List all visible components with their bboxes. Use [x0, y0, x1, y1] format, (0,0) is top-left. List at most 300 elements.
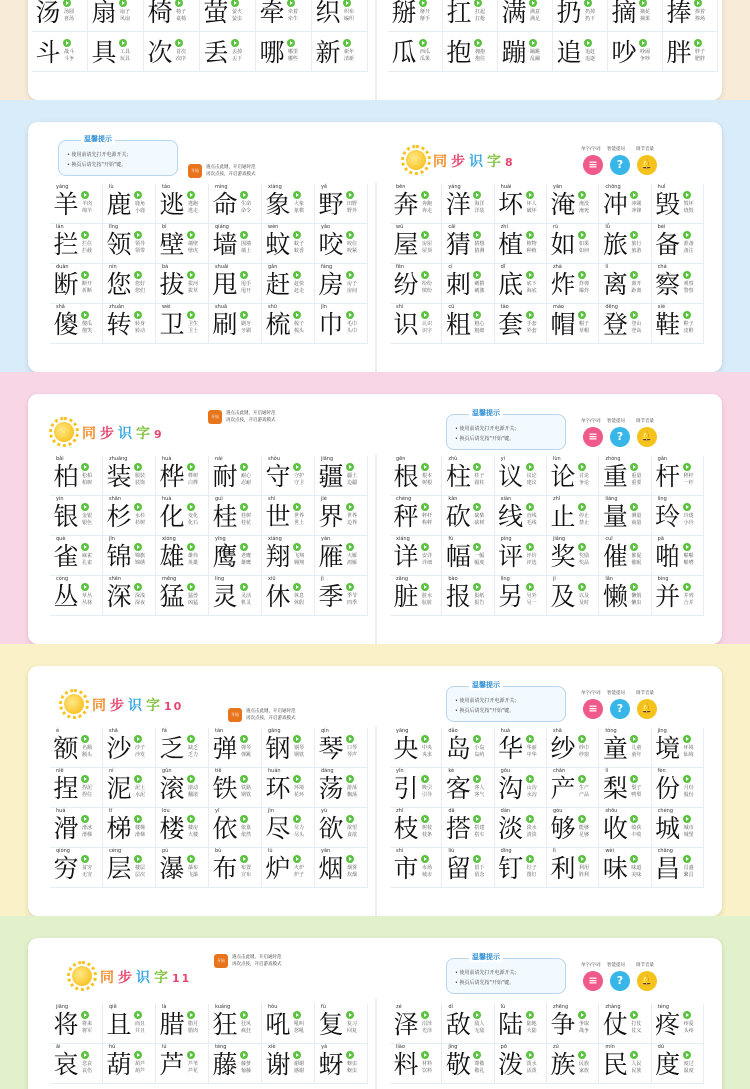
char-cell[interactable] — [442, 576, 494, 616]
hanzi-char[interactable]: 够 — [550, 814, 576, 843]
example-word[interactable]: 屋顶 — [422, 248, 433, 254]
example-word[interactable]: 咬住 — [347, 241, 358, 247]
play-arrow-icon[interactable] — [293, 231, 301, 239]
char-cell[interactable] — [50, 496, 103, 536]
char-cell[interactable] — [442, 456, 494, 496]
hanzi-char[interactable]: 耐 — [212, 462, 238, 491]
char-cell[interactable] — [50, 224, 103, 264]
example-word[interactable]: 材料 — [422, 1061, 433, 1067]
char-cell[interactable] — [103, 1044, 156, 1084]
play-arrow-icon[interactable] — [526, 855, 534, 863]
hanzi-char[interactable]: 鹰 — [212, 542, 238, 571]
example-word[interactable]: 柏树 — [82, 480, 93, 486]
play-arrow-icon[interactable] — [187, 543, 195, 551]
hanzi-char[interactable]: 傻 — [53, 310, 79, 339]
example-word[interactable]: 火炉 — [294, 865, 305, 871]
char-cell[interactable] — [50, 536, 103, 576]
char-cell[interactable] — [599, 536, 651, 576]
hanzi-char[interactable]: 追 — [556, 38, 582, 67]
char-cell[interactable] — [652, 264, 704, 304]
play-arrow-icon[interactable] — [240, 231, 248, 239]
char-cell[interactable] — [50, 304, 103, 344]
char-cell[interactable] — [390, 536, 442, 576]
example-word[interactable]: 沼泽 — [422, 1021, 433, 1027]
example-word[interactable]: 扇子 — [120, 9, 131, 15]
play-arrow-icon[interactable] — [293, 775, 301, 783]
example-word[interactable]: 清新 — [344, 56, 355, 62]
play-arrow-icon[interactable] — [694, 39, 702, 47]
example-word[interactable]: 如何 — [578, 248, 589, 254]
char-cell[interactable] — [390, 768, 442, 808]
example-word[interactable]: 房间 — [347, 288, 358, 294]
hanzi-char[interactable]: 线 — [498, 502, 524, 531]
example-word[interactable]: 疆土 — [347, 473, 358, 479]
char-cell[interactable] — [443, 32, 498, 72]
char-cell[interactable] — [315, 456, 368, 496]
example-word[interactable]: 钉子 — [526, 865, 537, 871]
hanzi-char[interactable]: 啪 — [655, 542, 681, 571]
example-word[interactable]: 能够 — [578, 825, 589, 831]
hanzi-char[interactable]: 岛 — [445, 734, 471, 763]
play-arrow-icon[interactable] — [187, 815, 195, 823]
example-word[interactable]: 休假 — [294, 600, 305, 606]
example-word[interactable]: 种植 — [526, 248, 537, 254]
hanzi-char[interactable]: 离 — [602, 270, 628, 299]
play-arrow-icon[interactable] — [421, 583, 429, 591]
play-arrow-icon[interactable] — [473, 191, 481, 199]
play-arrow-icon[interactable] — [526, 583, 534, 591]
play-arrow-icon[interactable] — [630, 231, 638, 239]
example-word[interactable]: 肥胖 — [695, 56, 706, 62]
hanzi-char[interactable]: 洋 — [445, 190, 471, 219]
example-word[interactable]: 瀑布 — [188, 865, 199, 871]
play-arrow-icon[interactable] — [578, 231, 586, 239]
play-arrow-icon[interactable] — [81, 231, 89, 239]
hanzi-char[interactable]: 狂 — [212, 1010, 238, 1039]
char-cell[interactable] — [547, 496, 599, 536]
hanzi-char[interactable]: 丢 — [203, 38, 229, 67]
play-arrow-icon[interactable] — [683, 855, 691, 863]
play-arrow-icon[interactable] — [240, 855, 248, 863]
example-word[interactable]: 央求 — [422, 752, 433, 758]
example-word[interactable]: 炉子 — [294, 872, 305, 878]
char-cell[interactable] — [390, 304, 442, 344]
char-cell[interactable] — [103, 576, 156, 616]
char-cell[interactable] — [50, 1004, 103, 1044]
hanzi-char[interactable]: 银 — [53, 502, 79, 531]
char-cell[interactable] — [547, 224, 599, 264]
example-word[interactable]: 蚊子 — [294, 241, 305, 247]
example-word[interactable]: 猜想 — [474, 241, 485, 247]
hanzi-char[interactable]: 断 — [53, 270, 79, 299]
char-cell[interactable] — [262, 264, 315, 304]
play-arrow-icon[interactable] — [187, 191, 195, 199]
char-cell[interactable] — [495, 808, 547, 848]
example-word[interactable]: 活泼 — [526, 1068, 537, 1074]
char-cell[interactable] — [209, 728, 262, 768]
hanzi-char[interactable]: 敌 — [445, 1010, 471, 1039]
char-cell[interactable] — [390, 264, 442, 304]
hanzi-char[interactable]: 烟 — [318, 854, 344, 883]
example-word[interactable]: 奖品 — [578, 560, 589, 566]
example-word[interactable]: 哀伤 — [82, 1068, 93, 1074]
play-arrow-icon[interactable] — [346, 855, 354, 863]
play-arrow-icon[interactable] — [421, 191, 429, 199]
hanzi-char[interactable]: 吼 — [265, 1010, 291, 1039]
example-word[interactable]: 摘花 — [640, 9, 651, 15]
char-cell[interactable] — [599, 184, 651, 224]
play-arrow-icon[interactable] — [630, 855, 638, 863]
play-arrow-icon[interactable] — [81, 735, 89, 743]
play-arrow-icon[interactable] — [473, 311, 481, 319]
example-word[interactable]: 萤虫 — [232, 16, 243, 22]
example-word[interactable]: 登高 — [631, 328, 642, 334]
example-word[interactable]: 弹跳 — [241, 752, 252, 758]
example-word[interactable]: 牵牛 — [288, 16, 299, 22]
hanzi-char[interactable]: 催 — [602, 542, 628, 571]
example-word[interactable]: 冲刷 — [631, 201, 642, 207]
hanzi-char[interactable]: 市 — [393, 854, 419, 883]
hanzi-char[interactable]: 萤 — [203, 0, 229, 27]
play-arrow-icon[interactable] — [578, 271, 586, 279]
example-word[interactable]: 摘果 — [640, 16, 651, 22]
example-word[interactable]: 城市 — [422, 872, 433, 878]
example-word[interactable]: 尊敬 — [474, 1061, 485, 1067]
example-word[interactable]: 钢铁 — [241, 792, 252, 798]
hanzi-char[interactable]: 搭 — [445, 814, 471, 843]
example-word[interactable]: 美味 — [631, 872, 642, 878]
hanzi-char[interactable]: 玲 — [655, 502, 681, 531]
example-word[interactable]: 脏水 — [422, 593, 433, 599]
play-arrow-icon[interactable] — [346, 735, 354, 743]
example-word[interactable]: 扔掉 — [585, 9, 596, 15]
char-cell[interactable] — [103, 184, 156, 224]
play-arrow-icon[interactable] — [81, 503, 89, 511]
play-arrow-icon[interactable] — [187, 1051, 195, 1059]
example-word[interactable]: 烧毁 — [683, 208, 694, 214]
example-word[interactable]: 纱窗 — [578, 752, 589, 758]
hanzi-char[interactable]: 如 — [550, 230, 576, 259]
char-cell[interactable] — [103, 496, 156, 536]
char-cell[interactable] — [495, 576, 547, 616]
example-word[interactable]: 丢下 — [232, 56, 243, 62]
example-word[interactable]: 玩具 — [120, 56, 131, 62]
hanzi-char[interactable]: 咬 — [318, 230, 344, 259]
example-word[interactable]: 将来 — [82, 1021, 93, 1027]
hanzi-char[interactable]: 杉 — [106, 502, 132, 531]
example-word[interactable]: 及时 — [578, 600, 589, 606]
char-cell[interactable] — [156, 184, 209, 224]
hanzi-char[interactable]: 吵 — [611, 38, 637, 67]
example-word[interactable]: 墙壁 — [188, 241, 199, 247]
example-word[interactable]: 腊月 — [188, 1021, 199, 1027]
hanzi-char[interactable]: 并 — [655, 582, 681, 611]
hanzi-char[interactable]: 备 — [655, 230, 681, 259]
hanzi-char[interactable]: 奖 — [550, 542, 576, 571]
hanzi-char[interactable]: 族 — [550, 1050, 576, 1079]
hanzi-char[interactable]: 欲 — [318, 814, 344, 843]
play-arrow-icon[interactable] — [584, 0, 592, 7]
hanzi-char[interactable]: 底 — [498, 270, 524, 299]
hanzi-char[interactable]: 敬 — [445, 1050, 471, 1079]
char-cell[interactable] — [652, 808, 704, 848]
play-arrow-icon[interactable] — [473, 815, 481, 823]
hanzi-char[interactable]: 琴 — [318, 734, 344, 763]
char-cell[interactable] — [209, 768, 262, 808]
play-arrow-icon[interactable] — [81, 815, 89, 823]
play-arrow-icon[interactable] — [421, 775, 429, 783]
hanzi-char[interactable]: 铁 — [212, 774, 238, 803]
example-word[interactable]: 滑梯 — [82, 832, 93, 838]
char-cell[interactable] — [256, 0, 312, 32]
hanzi-char[interactable]: 甩 — [212, 270, 238, 299]
example-word[interactable]: 客气 — [474, 792, 485, 798]
hanzi-char[interactable]: 蚊 — [265, 230, 291, 259]
example-word[interactable]: 称秤 — [422, 520, 433, 526]
example-word[interactable]: 如果 — [578, 241, 589, 247]
play-arrow-icon[interactable] — [187, 583, 195, 591]
play-arrow-icon[interactable] — [134, 1051, 142, 1059]
example-word[interactable]: 傻瓜 — [82, 321, 93, 327]
example-word[interactable]: 坏人 — [526, 201, 537, 207]
hanzi-char[interactable]: 层 — [106, 854, 132, 883]
start-button[interactable]: 开始 — [214, 954, 228, 968]
hanzi-char[interactable]: 登 — [602, 310, 628, 339]
char-cell[interactable] — [495, 728, 547, 768]
play-arrow-icon[interactable] — [134, 543, 142, 551]
hanzi-char[interactable]: 斗 — [35, 38, 61, 67]
example-word[interactable]: 哪些 — [288, 56, 299, 62]
char-cell[interactable] — [103, 304, 156, 344]
char-cell[interactable] — [599, 576, 651, 616]
hanzi-char[interactable]: 识 — [393, 310, 419, 339]
char-cell[interactable] — [547, 536, 599, 576]
example-word[interactable]: 吸引 — [422, 785, 433, 791]
example-word[interactable]: 禁止 — [578, 520, 589, 526]
example-word[interactable]: 另外 — [526, 593, 537, 599]
example-word[interactable]: 刷牙 — [241, 321, 252, 327]
hanzi-char[interactable]: 仗 — [602, 1010, 628, 1039]
hanzi-char[interactable]: 环 — [265, 774, 291, 803]
example-word[interactable]: 评价 — [526, 553, 537, 559]
play-arrow-icon[interactable] — [187, 1011, 195, 1019]
example-word[interactable]: 洋装 — [474, 208, 485, 214]
hanzi-char[interactable]: 赶 — [265, 270, 291, 299]
hanzi-char[interactable]: 幅 — [445, 542, 471, 571]
char-cell[interactable] — [390, 456, 442, 496]
play-arrow-icon[interactable] — [694, 0, 702, 7]
hanzi-char[interactable]: 装 — [106, 462, 132, 491]
example-word[interactable]: 柱子 — [474, 473, 485, 479]
play-arrow-icon[interactable] — [134, 191, 142, 199]
char-cell[interactable] — [209, 536, 262, 576]
example-word[interactable]: 逃走 — [188, 208, 199, 214]
example-word[interactable]: 并且 — [135, 1028, 146, 1034]
char-cell[interactable] — [156, 224, 209, 264]
example-word[interactable]: 琴声 — [347, 752, 358, 758]
example-word[interactable]: 手套 — [526, 321, 537, 327]
example-word[interactable]: 飞翔 — [294, 553, 305, 559]
play-arrow-icon[interactable] — [81, 311, 89, 319]
char-cell[interactable] — [663, 0, 718, 32]
play-arrow-icon[interactable] — [134, 231, 142, 239]
play-arrow-icon[interactable] — [293, 191, 301, 199]
play-arrow-icon[interactable] — [346, 311, 354, 319]
char-cell[interactable] — [599, 1044, 651, 1084]
char-cell[interactable] — [443, 0, 498, 32]
example-word[interactable]: 锦旗 — [135, 553, 146, 559]
hanzi-char[interactable]: 哀 — [53, 1050, 79, 1079]
example-word[interactable]: 月份 — [683, 785, 694, 791]
play-arrow-icon[interactable] — [630, 735, 638, 743]
char-cell[interactable] — [103, 456, 156, 496]
example-word[interactable]: 树枝 — [422, 825, 433, 831]
example-word[interactable]: 瓜果 — [420, 56, 431, 62]
hanzi-char[interactable]: 炉 — [265, 854, 291, 883]
char-cell[interactable] — [262, 184, 315, 224]
char-cell[interactable] — [103, 1004, 156, 1044]
example-word[interactable]: 合并 — [683, 600, 694, 606]
example-word[interactable]: 捏住 — [82, 792, 93, 798]
char-cell[interactable] — [209, 264, 262, 304]
example-word[interactable]: 绵羊 — [82, 208, 93, 214]
example-word[interactable]: 梳子 — [294, 321, 305, 327]
play-arrow-icon[interactable] — [134, 271, 142, 279]
example-word[interactable]: 鞋子 — [683, 321, 694, 327]
example-word[interactable]: 四季 — [347, 600, 358, 606]
play-arrow-icon[interactable] — [578, 1011, 586, 1019]
play-arrow-icon[interactable] — [578, 775, 586, 783]
example-word[interactable]: 感谢 — [294, 1068, 305, 1074]
example-word[interactable]: 而且 — [135, 1021, 146, 1027]
example-word[interactable]: 猛兽 — [188, 593, 199, 599]
play-arrow-icon[interactable] — [578, 1051, 586, 1059]
example-word[interactable]: 田野 — [347, 201, 358, 207]
play-arrow-icon[interactable] — [473, 583, 481, 591]
hanzi-char[interactable]: 梯 — [106, 814, 132, 843]
example-word[interactable]: 羊肉 — [82, 201, 93, 207]
example-word[interactable]: 破坏 — [526, 208, 537, 214]
example-word[interactable]: 头疼 — [683, 1028, 694, 1034]
char-cell[interactable] — [442, 536, 494, 576]
example-word[interactable]: 砍柴 — [474, 513, 485, 519]
hanzi-char[interactable]: 奔 — [393, 190, 419, 219]
hanzi-char[interactable]: 争 — [550, 1010, 576, 1039]
char-cell[interactable] — [209, 576, 262, 616]
example-word[interactable]: 弹琴 — [241, 745, 252, 751]
hanzi-char[interactable]: 滑 — [53, 814, 79, 843]
char-cell[interactable] — [209, 1004, 262, 1044]
example-word[interactable]: 毁坏 — [683, 201, 694, 207]
hanzi-char[interactable]: 锦 — [106, 542, 132, 571]
example-word[interactable]: 度过 — [683, 1061, 694, 1067]
play-arrow-icon[interactable] — [630, 503, 638, 511]
play-arrow-icon[interactable] — [81, 1011, 89, 1019]
play-arrow-icon[interactable] — [421, 815, 429, 823]
example-word[interactable]: 铁路 — [241, 785, 252, 791]
hanzi-char[interactable]: 捧 — [666, 0, 692, 27]
play-arrow-icon[interactable] — [639, 0, 647, 7]
play-arrow-icon[interactable] — [526, 815, 534, 823]
example-word[interactable]: 杉树 — [135, 520, 146, 526]
play-arrow-icon[interactable] — [343, 0, 351, 7]
char-cell[interactable] — [209, 224, 262, 264]
char-cell[interactable] — [103, 768, 156, 808]
play-arrow-icon[interactable] — [683, 191, 691, 199]
char-cell[interactable] — [495, 224, 547, 264]
example-word[interactable]: 重要 — [631, 480, 642, 486]
hanzi-char[interactable]: 转 — [106, 310, 132, 339]
example-word[interactable]: 岛屿 — [474, 752, 485, 758]
example-word[interactable]: 城市 — [683, 825, 694, 831]
example-word[interactable]: 登山 — [631, 321, 642, 327]
example-word[interactable]: 您好 — [135, 281, 146, 287]
play-arrow-icon[interactable] — [293, 815, 301, 823]
hanzi-char[interactable]: 猛 — [159, 582, 185, 611]
hanzi-char[interactable]: 楼 — [159, 814, 185, 843]
play-arrow-icon[interactable] — [683, 463, 691, 471]
example-word[interactable]: 烟雾 — [347, 865, 358, 871]
char-cell[interactable] — [50, 808, 103, 848]
example-word[interactable]: 认识 — [422, 321, 433, 327]
char-cell[interactable] — [390, 1004, 442, 1044]
example-word[interactable]: 催眠 — [631, 560, 642, 566]
char-cell[interactable] — [599, 808, 651, 848]
hanzi-char[interactable]: 客 — [445, 774, 471, 803]
volume-button[interactable]: 🔔 — [637, 155, 657, 175]
char-cell[interactable] — [209, 496, 262, 536]
hanzi-char[interactable]: 脏 — [393, 582, 419, 611]
char-cell[interactable] — [262, 768, 315, 808]
char-cell[interactable] — [156, 456, 209, 496]
hanzi-char[interactable]: 央 — [393, 734, 419, 763]
char-cell[interactable] — [608, 32, 663, 72]
char-cell[interactable] — [312, 32, 368, 72]
example-word[interactable]: 墙上 — [241, 248, 252, 254]
play-arrow-icon[interactable] — [343, 39, 351, 47]
example-word[interactable]: 一幅 — [474, 553, 485, 559]
example-word[interactable]: 追逐 — [585, 56, 596, 62]
example-word[interactable]: 旅行 — [631, 241, 642, 247]
example-word[interactable]: 捧着 — [695, 9, 706, 15]
example-word[interactable]: 准备 — [683, 241, 694, 247]
example-word[interactable]: 利用 — [578, 865, 589, 871]
play-arrow-icon[interactable] — [287, 0, 295, 7]
example-word[interactable]: 傻笑 — [82, 328, 93, 334]
example-word[interactable]: 耐心 — [241, 473, 252, 479]
play-arrow-icon[interactable] — [240, 735, 248, 743]
example-word[interactable]: 丰收 — [631, 832, 642, 838]
char-cell[interactable] — [50, 1044, 103, 1084]
example-word[interactable]: 鸿雁 — [347, 560, 358, 566]
hanzi-char[interactable]: 藤 — [212, 1050, 238, 1079]
play-arrow-icon[interactable] — [473, 855, 481, 863]
example-word[interactable]: 以及 — [578, 593, 589, 599]
example-word[interactable]: 额头 — [82, 752, 93, 758]
hanzi-char[interactable]: 议 — [498, 462, 524, 491]
example-word[interactable]: 足够 — [578, 832, 589, 838]
char-cell[interactable] — [144, 0, 200, 32]
hanzi-char[interactable]: 止 — [550, 502, 576, 531]
char-cell[interactable] — [390, 728, 442, 768]
hanzi-char[interactable]: 桦 — [159, 462, 185, 491]
example-word[interactable]: 口琴 — [347, 745, 358, 751]
play-arrow-icon[interactable] — [231, 39, 239, 47]
hanzi-char[interactable]: 扇 — [91, 0, 117, 27]
example-word[interactable]: 将军 — [82, 1028, 93, 1034]
char-cell[interactable] — [390, 224, 442, 264]
hanzi-char[interactable]: 复 — [318, 1010, 344, 1039]
